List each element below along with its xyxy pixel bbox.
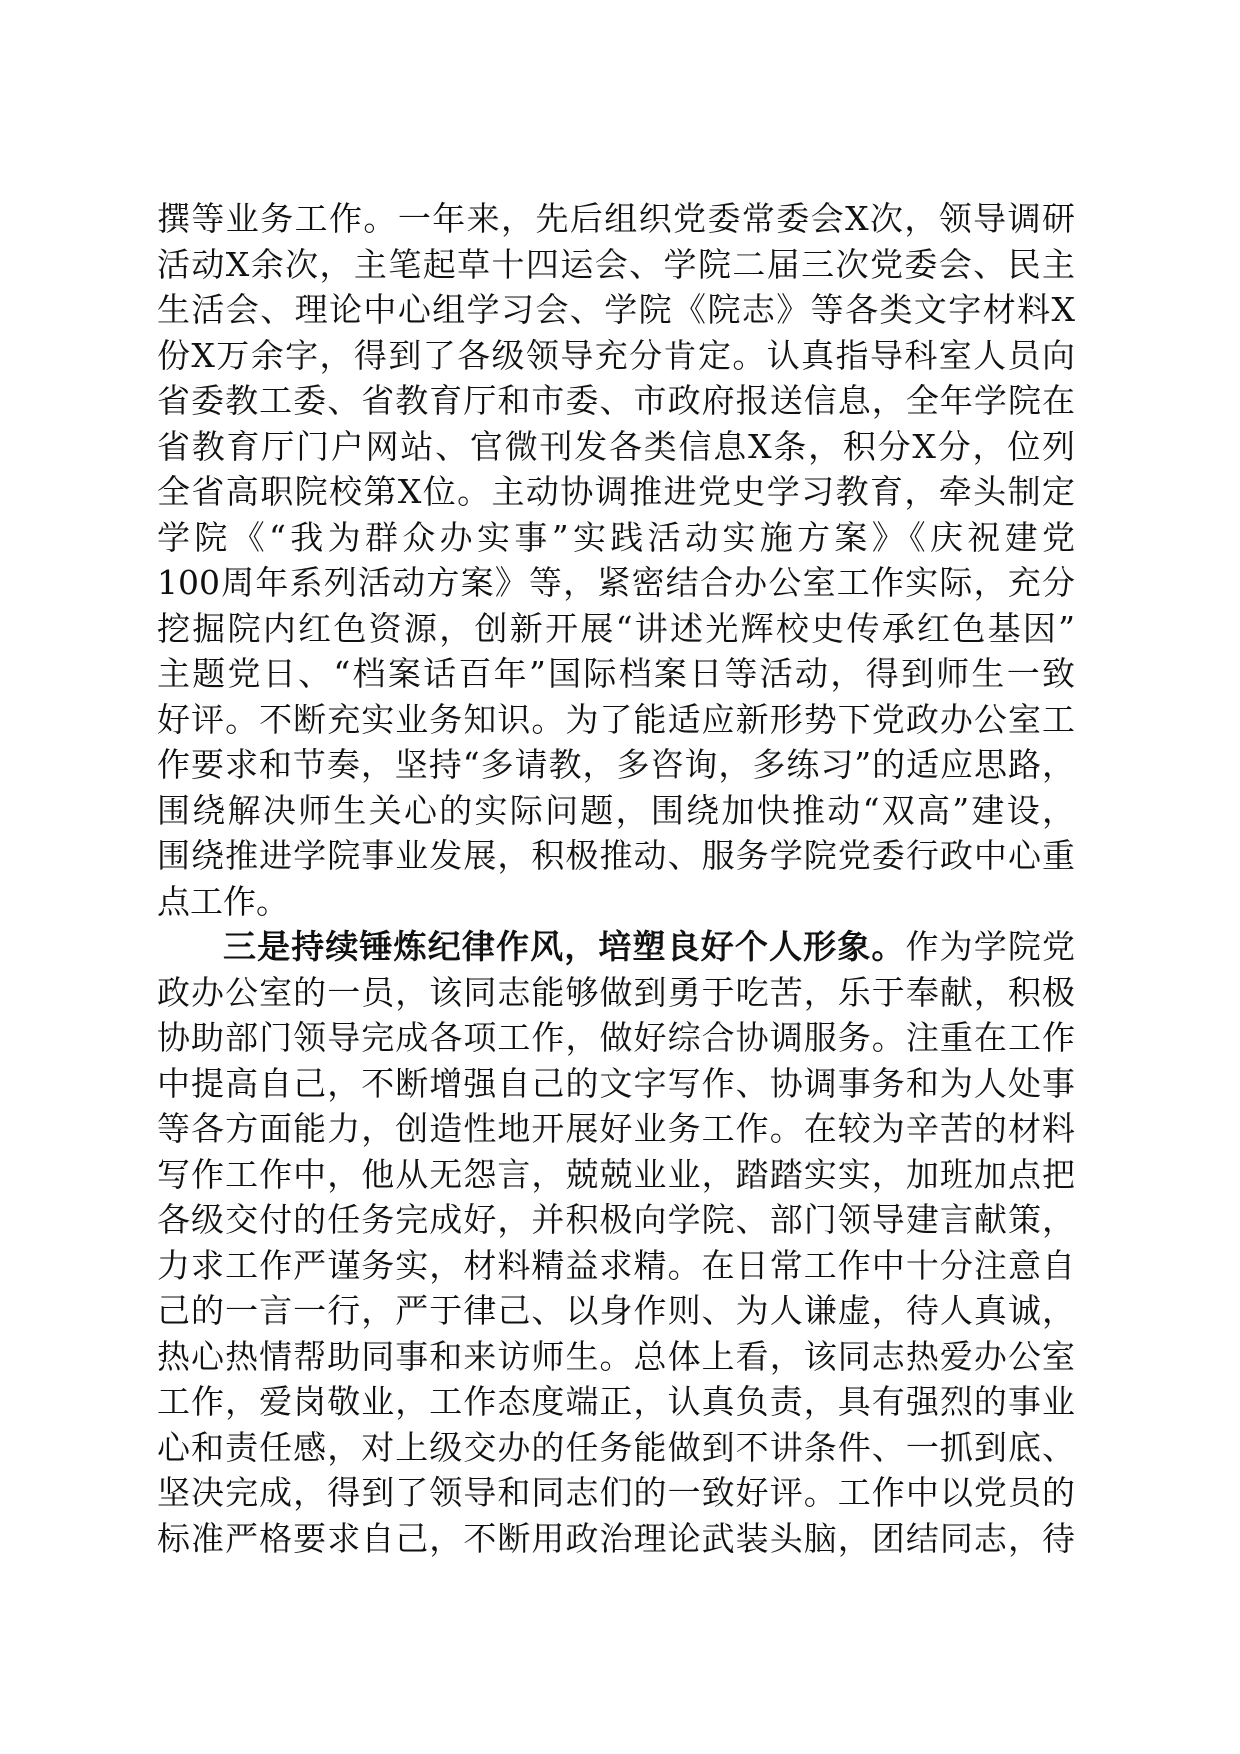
text-line: 力求工作严谨务实，材料精益求精。在日常工作中十分注意自 — [157, 1245, 1075, 1285]
text-line: 心和责任感，对上级交办的任务能做到不讲条件、一抓到底、 — [157, 1427, 1075, 1467]
text-line: 政办公室的一员，该同志能够做到勇于吃苦，乐于奉献，积极 — [157, 972, 1075, 1012]
text-line: 各级交付的任务完成好，并积极向学院、部门领导建言献策， — [157, 1200, 1075, 1239]
text-line: 工作，爱岗敬业，工作态度端正，认真负责，具有强烈的事业 — [157, 1382, 1075, 1421]
text-line: 100周年系列活动方案》等，紧密结合办公室工作实际，充分 — [157, 563, 1075, 602]
text-line: 中提高自己，不断增强自己的文字写作、协调事务和为人处事 — [157, 1063, 1075, 1103]
text-line: 好评。不断充实业务知识。为了能适应新形势下党政办公室工 — [157, 699, 1075, 739]
text-line: 围绕推进学院事业发展，积极推动、服务学院党委行政中心重 — [157, 836, 1075, 875]
text-line: 省教育厅门户网站、官微刊发各类信息X条，积分X分，位列 — [157, 426, 1075, 466]
text-line: 标准严格要求自己，不断用政治理论武装头脑，团结同志，待 — [157, 1518, 1075, 1558]
text-line: 全省高职院校第X位。主动协调推进党史学习教育，牵头制定 — [157, 472, 1075, 511]
document-body — [157, 196, 1075, 1561]
text-line: 活动X余次，主笔起草十四运会、学院二届三次党委会、民主 — [157, 244, 1075, 284]
text-line: 份X万余字，得到了各级领导充分肯定。认真指导科室人员向 — [157, 335, 1075, 375]
text-line: 省委教工委、省教育厅和市委、市政府报送信息，全年学院在 — [157, 381, 1075, 420]
text-fragment: 作为学院党 — [905, 927, 1075, 966]
paragraph-1 — [157, 196, 1075, 924]
text-line: 生活会、理论中心组学习会、学院《院志》等各类文字材料X — [157, 290, 1075, 329]
text-line: 热心热情帮助同事和来访师生。总体上看，该同志热爱办公室 — [157, 1336, 1075, 1376]
text-line: 协助部门领导完成各项工作，做好综合协调服务。注重在工作 — [157, 1018, 1075, 1057]
text-line: 作要求和节奏，坚持“多请教，多咨询，多练习”的适应思路， — [157, 745, 1075, 784]
text-line: 撰等业务工作。一年来，先后组织党委常委会X次，领导调研 — [157, 199, 1075, 238]
text-line: 挖掘院内红色资源，创新开展“讲述光辉校史传承红色基因” — [157, 608, 1075, 648]
text-line: 学院《“我为群众办实事”实践活动实施方案》《庆祝建党 — [157, 517, 1075, 557]
text-line: 己的一言一行，严于律己、以身作则、为人谦虚，待人真诚， — [157, 1291, 1075, 1330]
text-line: 点工作。 — [157, 881, 289, 921]
paragraph-2 — [157, 924, 1075, 1561]
paragraph-heading: 三是持续锤炼纪律作风，培塑良好个人形象。 — [223, 927, 906, 966]
text-line: 等各方面能力，创造性地开展好业务工作。在较为辛苦的材料 — [157, 1109, 1075, 1148]
text-line: 主题党日、“档案话百年”国际档案日等活动，得到师生一致 — [157, 654, 1075, 693]
text-line: 围绕解决师生关心的实际问题，围绕加快推动“双高”建设， — [157, 790, 1075, 830]
text-line: 坚决完成，得到了领导和同志们的一致好评。工作中以党员的 — [157, 1473, 1075, 1512]
text-line: 写作工作中，他从无怨言，兢兢业业，踏踏实实，加班加点把 — [157, 1154, 1075, 1194]
paragraph-first-line — [157, 924, 1075, 970]
